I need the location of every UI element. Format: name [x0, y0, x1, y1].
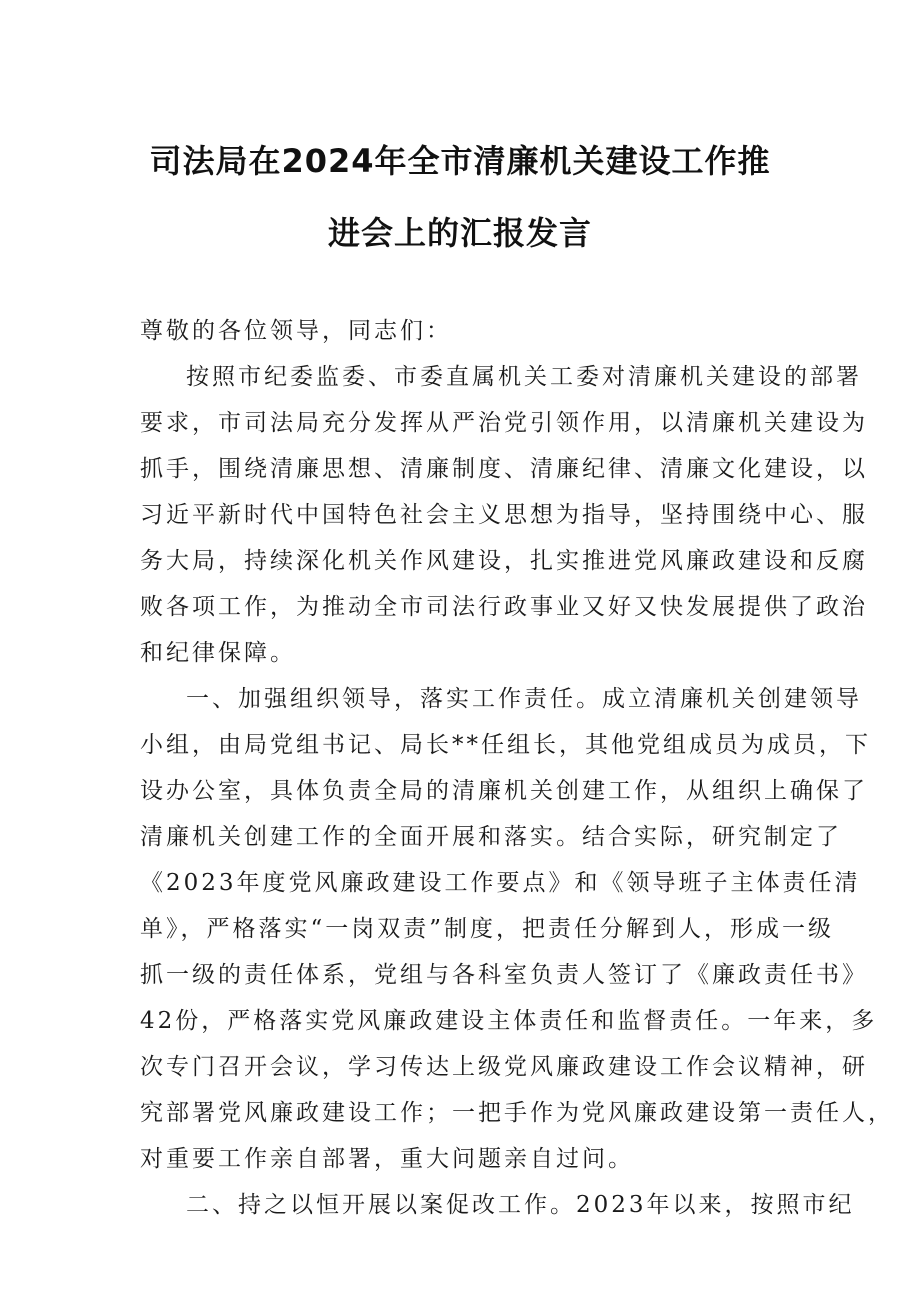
- body-line: 设办公室，具体负责全局的清廉机关创建工作，从组织上确保了: [140, 778, 868, 804]
- body-line: 究部署党风廉政建设工作；一把手作为党风廉政建设第一责任人，: [140, 1100, 894, 1126]
- body-line: 习近平新时代中国特色社会主义思想为指导，坚持围绕中心、服: [140, 502, 868, 528]
- body-line: 抓一级的责任体系，党组与各科室负责人签订了《廉政责任书》: [140, 962, 868, 988]
- body-line: 败各项工作，为推动全市司法行政事业又好又快发展提供了政治: [140, 594, 868, 620]
- body-line: 《2023年度党风廉政建设工作要点》和《领导班子主体责任清: [140, 870, 861, 896]
- body-line: 抓手，围绕清廉思想、清廉制度、清廉纪律、清廉文化建设，以: [140, 456, 868, 482]
- body-line: 对重要工作亲自部署，重大问题亲自过问。: [140, 1146, 634, 1172]
- body-line: 和纪律保障。: [140, 640, 296, 666]
- body-line: 次专门召开会议，学习传达上级党风廉政建设工作会议精神，研: [140, 1054, 868, 1080]
- body-line: 要求，市司法局充分发挥从严治党引领作用，以清廉机关建设为: [140, 410, 868, 436]
- body-line: 务大局，持续深化机关作风建设，扎实推进党风廉政建设和反腐: [140, 548, 868, 574]
- body-line: 小组，由局党组书记、局长**任组长，其他党组成员为成员，下: [140, 732, 871, 758]
- document-title-line-2: 进会上的汇报发言: [327, 214, 592, 252]
- document-title-line-1: 司法局在2024年全市清廉机关建设工作推: [149, 142, 771, 180]
- body-line: 42份，严格落实党风廉政建设主体责任和监督责任。一年来，多: [140, 1008, 878, 1034]
- salutation: 尊敬的各位领导，同志们：: [140, 318, 452, 344]
- body-line: 清廉机关创建工作的全面开展和落实。结合实际，研究制定了: [140, 824, 842, 850]
- body-line: 二、持之以恒开展以案促改工作。2023年以来，按照市纪: [186, 1192, 855, 1218]
- body-line: 一、加强组织领导，落实工作责任。成立清廉机关创建领导: [186, 686, 862, 712]
- body-line: 按照市纪委监委、市委直属机关工委对清廉机关建设的部署: [186, 364, 862, 390]
- body-line: 单》，严格落实“一岗双责”制度，把责任分解到人，形成一级: [140, 916, 835, 942]
